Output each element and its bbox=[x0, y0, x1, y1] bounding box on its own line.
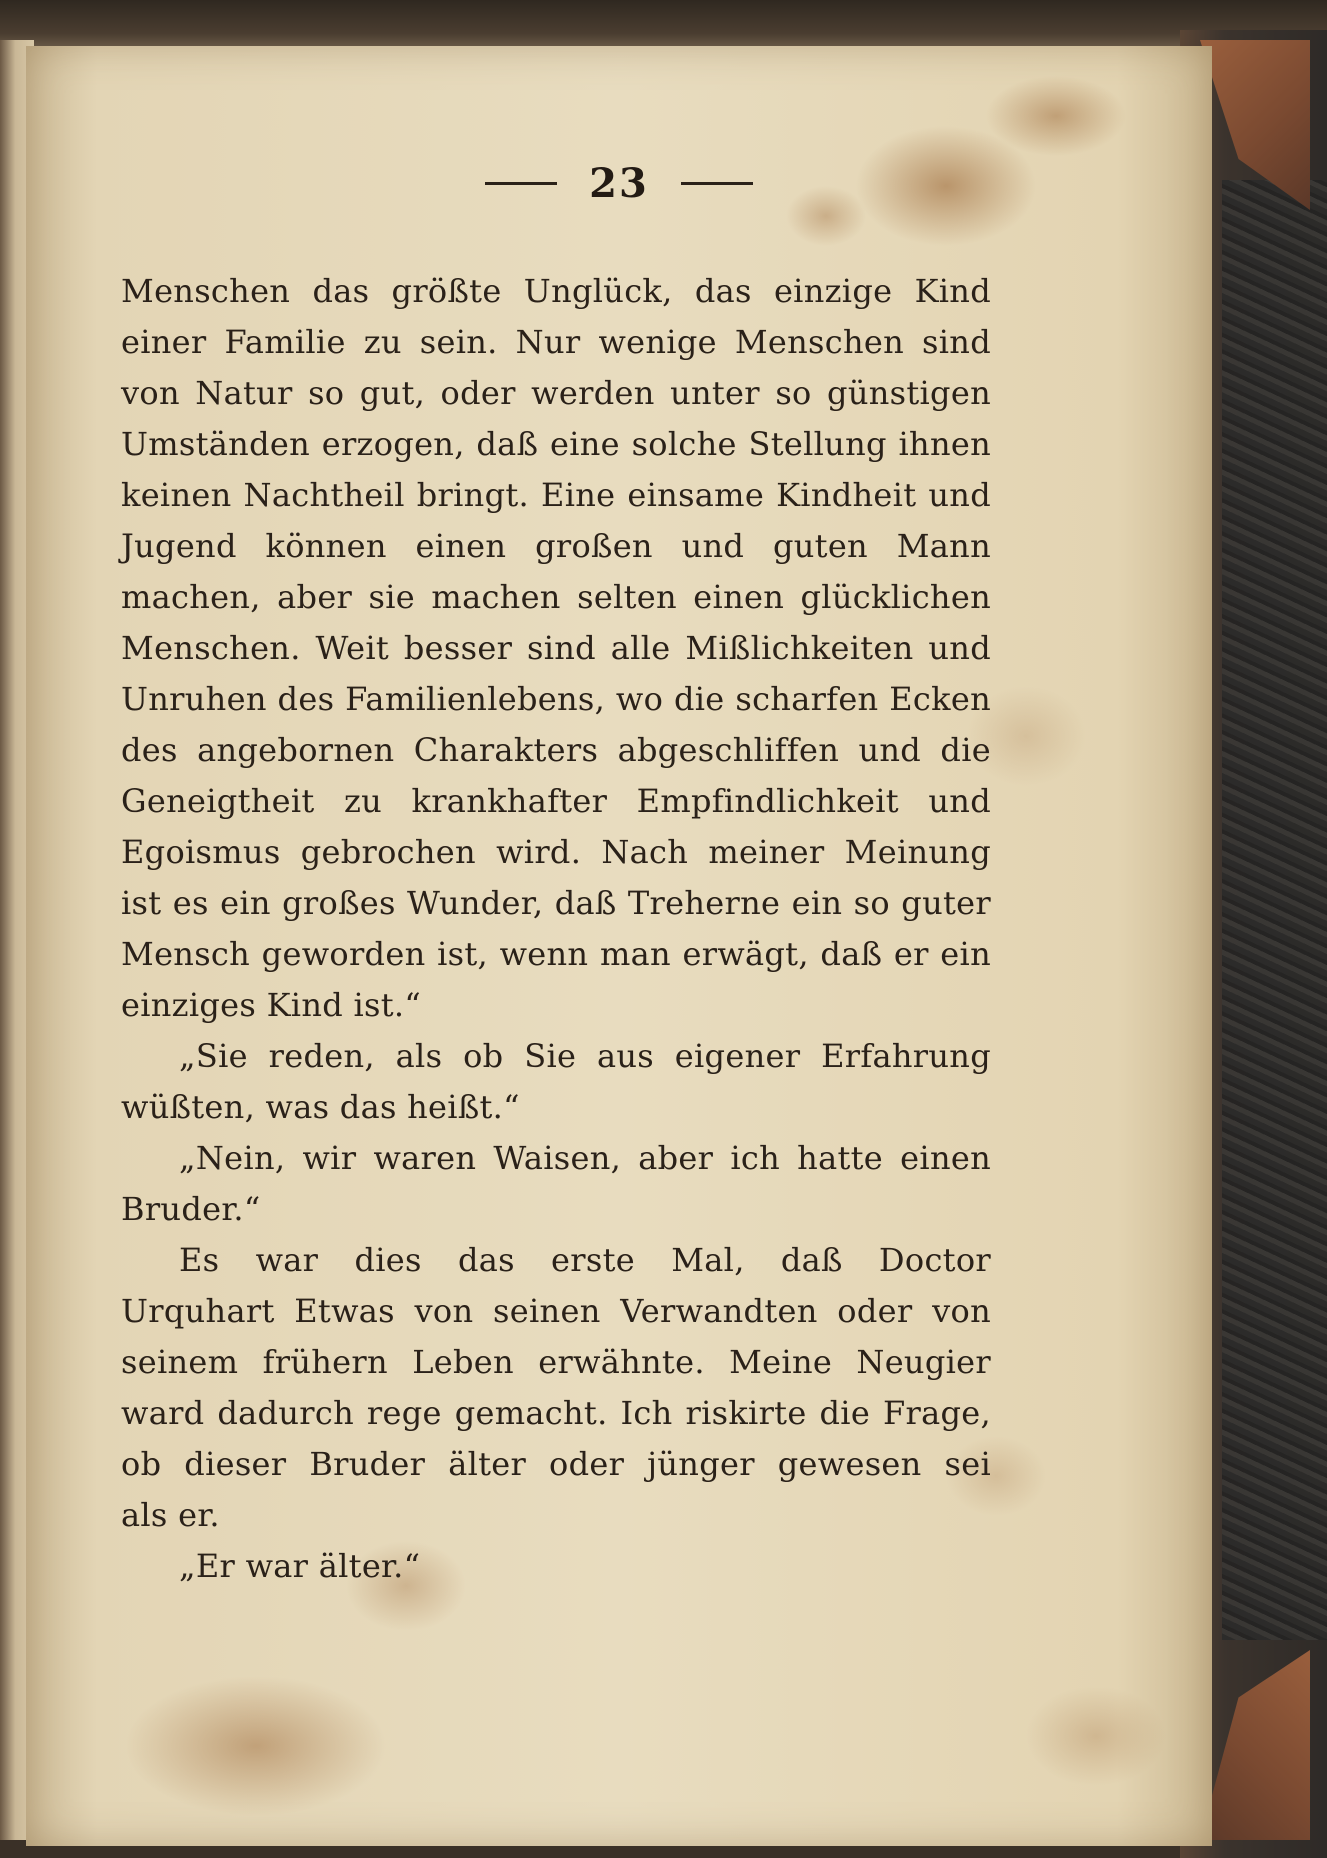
text-line: Umständen erzogen, daß eine solche Stellung ihnen bbox=[121, 425, 991, 463]
marbled-board bbox=[1222, 180, 1327, 1640]
text-line: Es war dies das erste Mal, daß Doctor bbox=[179, 1241, 991, 1279]
text-line: Egoismus gebrochen wird. Nach meiner Meinung bbox=[121, 833, 991, 871]
text-line: wüßten, was das heißt.“ bbox=[121, 1088, 520, 1126]
book-cover-top-edge bbox=[0, 0, 1327, 48]
text-line: Unruhen des Familienlebens, wo die scharfen Ecken bbox=[121, 680, 991, 718]
page-header bbox=[26, 158, 1212, 208]
text-line: als er. bbox=[121, 1496, 220, 1534]
text-line: einziges Kind ist.“ bbox=[121, 986, 422, 1024]
text-line: „Sie reden, als ob Sie aus eigener Erfahrung bbox=[179, 1037, 991, 1075]
text-line: einer Familie zu sein. Nur wenige Menschen sind bbox=[121, 323, 991, 361]
text-line: seinem frühern Leben erwähnte. Meine Neugier bbox=[121, 1343, 991, 1381]
text-line: „Nein, wir waren Waisen, aber ich hatte einen bbox=[179, 1139, 991, 1177]
text-line: Jugend können einen großen und guten Mann bbox=[121, 527, 991, 565]
body-text bbox=[121, 266, 991, 1592]
text-line: von Natur so gut, oder werden unter so günstigen bbox=[121, 374, 991, 412]
text-line: „Er war älter.“ bbox=[179, 1547, 421, 1585]
text-line: machen, aber sie machen selten einen glücklichen bbox=[121, 578, 991, 616]
text-line: ward dadurch rege gemacht. Ich riskirte die Frage, bbox=[121, 1394, 991, 1432]
text-line: Urquhart Etwas von seinen Verwandten oder von bbox=[121, 1292, 991, 1330]
header-rule-right bbox=[681, 182, 753, 185]
header-rule-left bbox=[485, 182, 557, 185]
text-line: Bruder.“ bbox=[121, 1190, 261, 1228]
text-line: Geneigtheit zu krankhafter Empfindlichkeit und bbox=[121, 782, 991, 820]
text-line: Mensch geworden ist, wenn man erwägt, daß er ein bbox=[121, 935, 991, 973]
text-line: ob dieser Bruder älter oder jünger gewesen sei bbox=[121, 1445, 991, 1483]
text-line: Menschen. Weit besser sind alle Mißlichkeiten und bbox=[121, 629, 991, 667]
page-number: 23 bbox=[589, 159, 649, 207]
text-line: des angebornen Charakters abgeschliffen und die bbox=[121, 731, 991, 769]
book-page bbox=[26, 46, 1212, 1846]
text-line: Menschen das größte Unglück, das einzige Kind bbox=[121, 272, 991, 310]
text-line: keinen Nachtheil bringt. Eine einsame Kindheit und bbox=[121, 476, 991, 514]
text-line: ist es ein großes Wunder, daß Treherne ein so guter bbox=[121, 884, 991, 922]
